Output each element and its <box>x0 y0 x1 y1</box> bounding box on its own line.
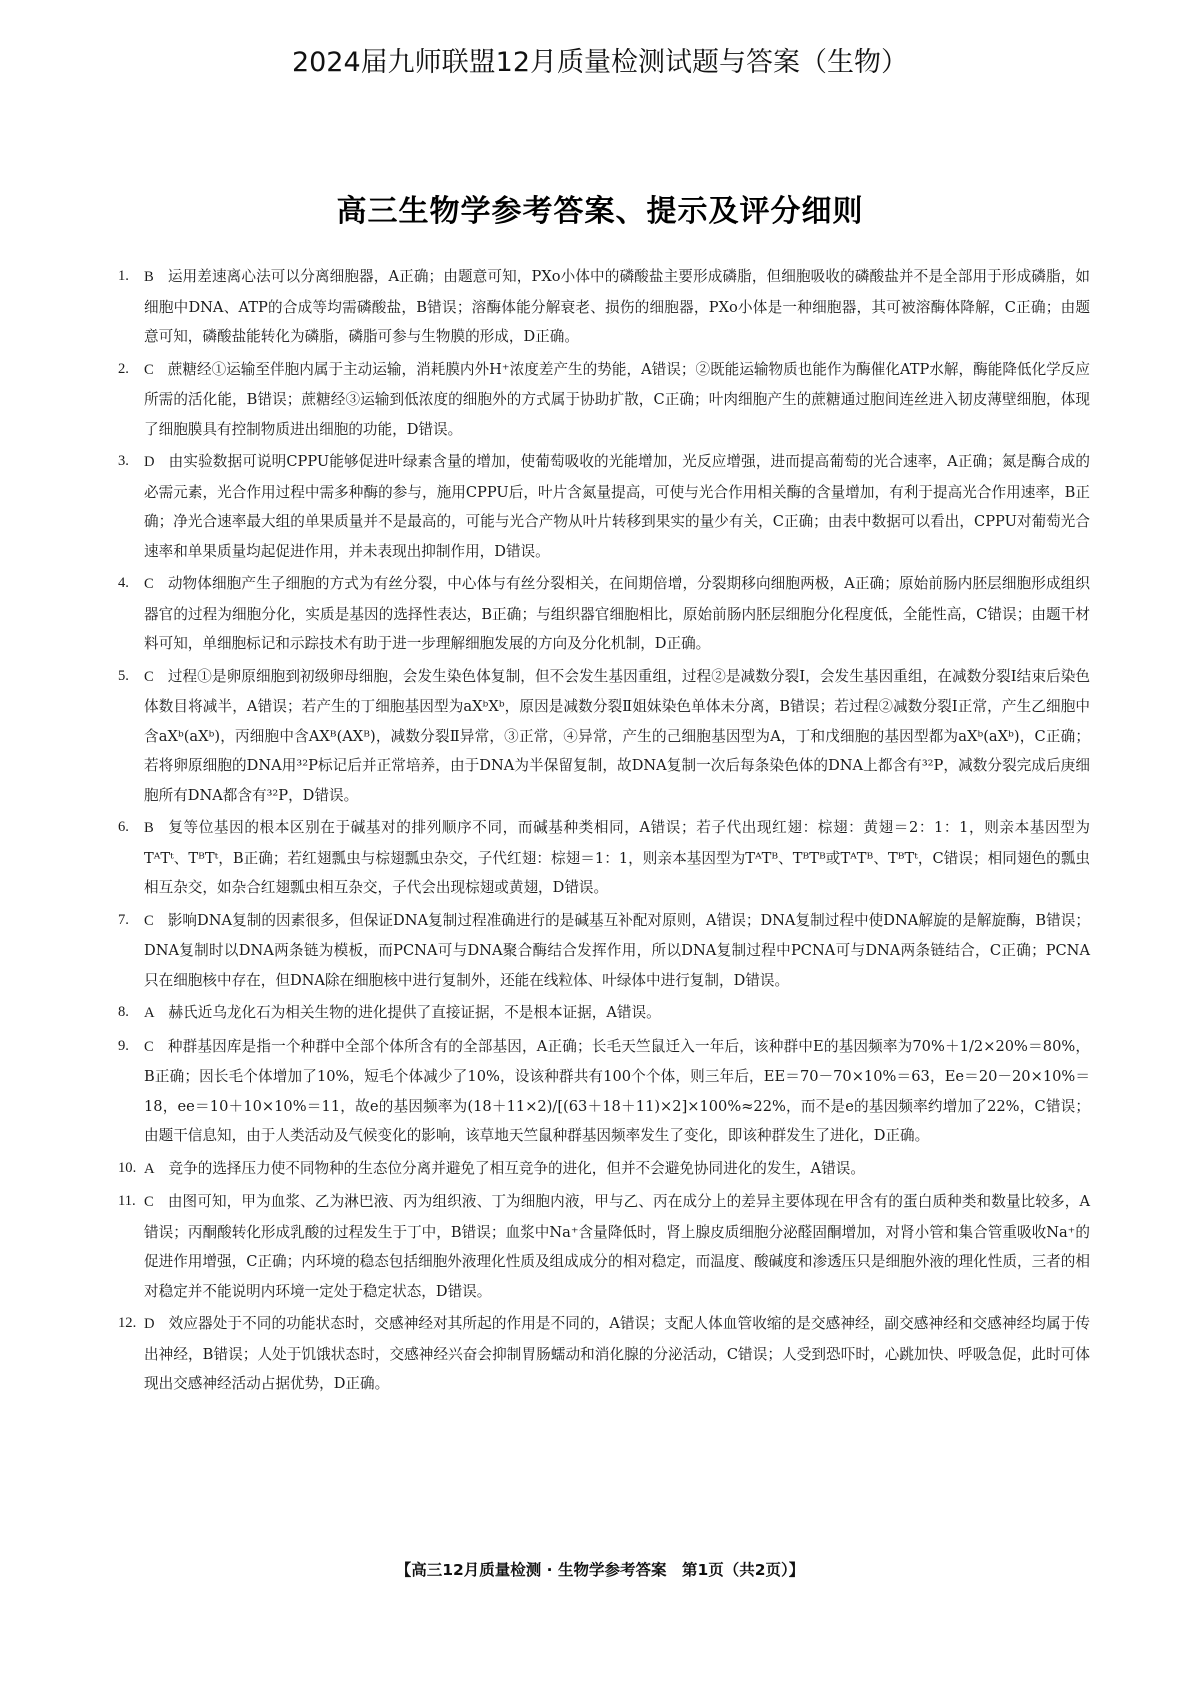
answer-item-11 <box>118 1187 1090 1306</box>
answer-number: 9. <box>118 1037 129 1054</box>
answer-key: A <box>144 1005 155 1021</box>
answer-key: C <box>144 1194 154 1210</box>
answer-explanation: 过程①是卵原细胞到初级卵母细胞，会发生染色体复制，但不会发生基因重组，过程②是减数分裂Ⅰ，会发生基因重组，在减数分裂Ⅰ结束后染色体数目将减半，A错误；若产生的丁细胞基因型为aXᵇXᵇ，原因是减数分裂Ⅱ姐妹染色单体未分离，B错误；若过程②减数分裂Ⅰ正常，产生乙细胞中含aXᵇ(aXᵇ)，丙细胞中含AXᴮ(AXᴮ)，减数分裂Ⅱ异常，③正常，④异常，产生的己细胞基因型为A，丁和戊细胞的基因型都为aXᵇ(aXᵇ)，C正确；若将卵原细胞的DNA用³²P标记后并正常培养，由于DNA为半保留复制，故DNA复制一次后每条染色体的DNA上都含有³²P，减数分裂完成后庚细胞所有DNA都含有³²P，D错误。 <box>144 667 1090 804</box>
answer-key: C <box>144 1038 154 1055</box>
answer-key-heading: 高三生物学参考答案、提示及评分细则 <box>336 194 864 229</box>
answer-explanation: 蔗糖经①运输至伴胞内属于主动运输，消耗膜内外H⁺浓度差产生的势能，A错误；②既能运输物质也能作为酶催化ATP水解，酶能降低化学反应所需的活化能，B错误；蔗糖经③运输到低浓度的细胞外的方式属于协助扩散，C正确；叶肉细胞产生的蔗糖通过胞间连丝进入韧皮薄壁细胞，体现了细胞膜具有控制物质进出细胞的功能，D错误。 <box>144 360 1090 438</box>
answer-explanation: 由实验数据可说明CPPU能够促进叶绿素含量的增加，使葡萄吸收的光能增加，光反应增强，进而提高葡萄的光合速率，A正确；氮是酶合成的必需元素，光合作用过程中需多种酶的参与，施用CPPU后，叶片含氮量提高，可使与光合作用相关酶的含量增加，有利于提高光合作用速率，B正确；净光合速率最大组的单果质量并不是最高的，可能与光合产物从叶片转移到果实的量少有关，C正确；由表中数据可以看出，CPPU对葡萄光合速率和单果质量均起促进作用，并未表现出抑制作用，D错误。 <box>144 453 1090 560</box>
answer-item-7 <box>118 906 1090 996</box>
answer-key: B <box>144 269 154 285</box>
answer-number: 1. <box>118 268 129 284</box>
answer-explanation: 赫氏近乌龙化石为相关生物的进化提供了直接证据，不是根本证据，A错误。 <box>168 1004 661 1021</box>
answer-key: B <box>144 820 154 836</box>
answer-number: 10. <box>118 1159 137 1176</box>
answer-explanation: 影响DNA复制的因素很多，但保证DNA复制过程准确进行的是碱基互补配对原则，A错误；DNA复制过程中使DNA解旋的是解旋酶，B错误；DNA复制时以DNA两条链为模板，而PCNA可与DNA聚合酶结合发挥作用，所以DNA复制过程中PCNA可与DNA两条链结合，C正确；PCNA只在细胞核中存在，但DNA除在细胞核中进行复制外，还能在线粒体、叶绿体中进行复制，D错误。 <box>144 911 1090 989</box>
answer-number: 2. <box>118 360 129 377</box>
answer-number: 3. <box>118 453 129 469</box>
answer-item-4 <box>118 569 1090 659</box>
answer-list <box>118 262 1090 1402</box>
answer-item-3 <box>118 447 1090 566</box>
answer-explanation: 动物体细胞产生子细胞的方式为有丝分裂，中心体与有丝分裂相关，在间期倍增，分裂期移向细胞两极，A正确；原始前肠内胚层细胞形成组织器官的过程为细胞分化，实质是基因的选择性表达，B正确；与组织器官细胞相比，原始前肠内胚层细胞分化程度低，全能性高，C错误；由题干材料可知，单细胞标记和示踪技术有助于进一步理解细胞发展的方向及分化机制，D正确。 <box>144 575 1090 652</box>
answer-explanation: 复等位基因的根本区别在于碱基对的排列顺序不同，而碱基种类相同，A错误；若子代出现红翅：棕翅：黄翅＝2：1：1，则亲本基因型为TᴬTᵗ、TᴮTᵗ，B正确；若红翅瓢虫与棕翅瓢虫杂交，子代红翅：棕翅＝1：1，则亲本基因型为TᴬTᴮ、TᴮTᴮ或TᴬTᴮ、TᴮTᵗ，C错误；相同翅色的瓢虫相互杂交，如杂合红翅瓢虫相互杂交，子代会出现棕翅或黄翅，D错误。 <box>144 819 1090 896</box>
answer-explanation: 由图可知，甲为血浆、乙为淋巴液、丙为组织液、丁为细胞内液，甲与乙、丙在成分上的差异主要体现在甲含有的蛋白质种类和数量比较多，A错误；丙酮酸转化形成乳酸的过程发生于丁中，B错误；血浆中Na⁺含量降低时，肾上腺皮质细胞分泌醛固酮增加，对肾小管和集合管重吸收Na⁺的促进作用增强，C正确；内环境的稳态包括细胞外液理化性质及组成成分的相对稳定，而温度、酸碱度和渗透压只是细胞外液的理化性质，三者的相对稳定并不能说明内环境一定处于稳定状态，D错误。 <box>144 1193 1090 1300</box>
answer-number: 5. <box>118 667 129 684</box>
answer-number: 4. <box>118 575 129 591</box>
answer-number: 6. <box>118 819 129 835</box>
answer-explanation: 种群基因库是指一个种群中全部个体所含有的全部基因，A正确；长毛天竺鼠迁入一年后，该种群中E的基因频率为70%＋1/2×20%＝80%，B正确；因长毛个体增加了10%，短毛个体减少了10%，设该种群共有100个个体，则三年后，EE＝70－70×10%＝63，Ee＝20－20×10%＝18，ee＝10＋10×10%＝11，故e的基因频率为(18＋11×2)/[(63＋18＋11)×2]×100%≈22%，而不是e的基因频率约增加了22%，C错误；由题干信息知，由于人类活动及气候变化的影响，该草地天竺鼠种群基因频率发生了变化，即该种群发生了进化，D正确。 <box>144 1037 1090 1144</box>
answer-explanation: 运用差速离心法可以分离细胞器，A正确；由题意可知，PXo小体中的磷酸盐主要形成磷脂，但细胞吸收的磷酸盐并不是全部用于形成磷脂，如细胞中DNA、ATP的合成等均需磷酸盐，B错误；溶酶体能分解衰老、损伤的细胞器，PXo小体是一种细胞器，其可被溶酶体降解，C正确；由题意可知，磷酸盐能转化为磷脂，磷脂可参与生物膜的形成，D正确。 <box>144 268 1090 345</box>
answer-item-2 <box>118 355 1090 445</box>
document-title: 2024届九师联盟12月质量检测试题与答案（生物） <box>291 47 909 78</box>
answer-key: C <box>144 576 154 592</box>
answer-key: C <box>144 668 154 685</box>
answer-number: 12. <box>118 1315 137 1331</box>
answer-item-1 <box>118 262 1090 352</box>
answer-number: 7. <box>118 911 129 928</box>
answer-item-10 <box>118 1154 1090 1185</box>
answer-key: D <box>144 1316 155 1332</box>
answer-item-9 <box>118 1032 1090 1151</box>
answer-explanation: 效应器处于不同的功能状态时，交感神经对其所起的作用是不同的，A错误；支配人体血管收缩的是交感神经，副交感神经和交感神经均属于传出神经，B错误；人处于饥饿状态时，交感神经兴奋会抑制胃肠蠕动和消化腺的分泌活动，C错误；人受到恐吓时，心跳加快、呼吸急促，此时可体现出交感神经活动占据优势，D正确。 <box>144 1315 1090 1392</box>
answer-item-8 <box>118 998 1090 1029</box>
answer-number: 11. <box>118 1193 136 1209</box>
answer-key: C <box>144 912 154 929</box>
answer-key: A <box>144 1160 155 1177</box>
answer-item-12 <box>118 1309 1090 1399</box>
page-footer: 【高三12月质量检测 · 生物学参考答案 第1页（共2页）】 <box>395 1561 805 1579</box>
answer-key: C <box>144 361 154 378</box>
answer-explanation: 竞争的选择压力使不同物种的生态位分离并避免了相互竞争的进化，但并不会避免协同进化的发生，A错误。 <box>168 1159 865 1177</box>
answer-item-6 <box>118 813 1090 903</box>
answer-number: 8. <box>118 1004 129 1020</box>
answer-item-5 <box>118 662 1090 811</box>
answer-key: D <box>144 454 155 470</box>
